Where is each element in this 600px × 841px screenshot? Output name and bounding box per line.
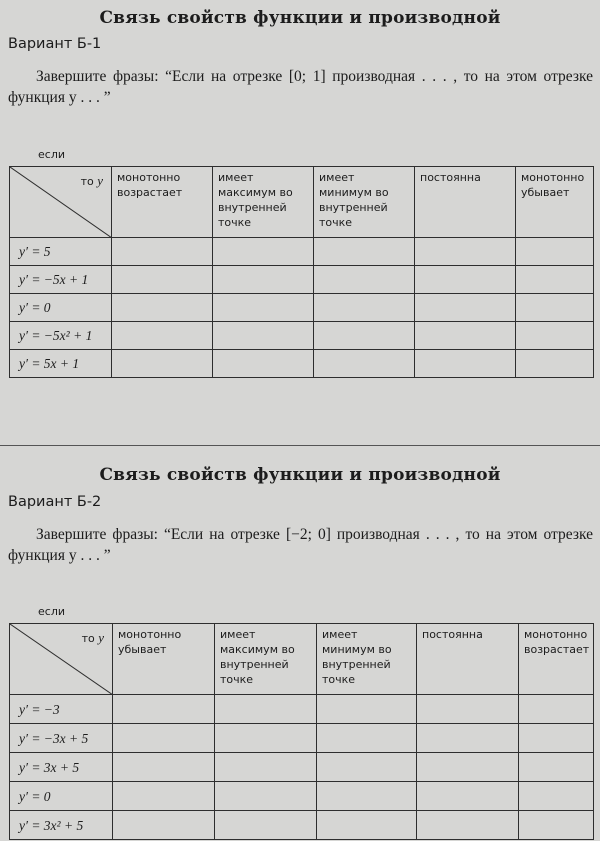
section-2-title: Связь свойств функции и производной [99,465,501,485]
row-label: y′ = −3 [10,695,113,724]
section-1-table [9,148,594,378]
answer-cell[interactable] [519,724,594,753]
row-label: y′ = 3x² + 5 [10,811,113,840]
answer-cell[interactable] [417,753,519,782]
section-1-task: Завершите фразы: “Если на отрезке [0; 1] производная . . . , то на этом отрезке функция y . . . ” [8,68,593,106]
table-row [10,294,594,322]
table-row [10,350,594,378]
answer-cell[interactable] [415,266,516,294]
answer-cell[interactable] [314,294,415,322]
answer-cell[interactable] [415,294,516,322]
answer-cell[interactable] [317,724,417,753]
section-1-variant: Вариант Б-1 [8,36,102,52]
answer-cell[interactable] [415,322,516,350]
section-divider [0,445,600,446]
row-label: y′ = 5 [10,238,112,266]
answer-cell[interactable] [314,322,415,350]
answer-cell[interactable] [317,782,417,811]
column-header: имеет максимум во внутренней точке [215,624,317,695]
answer-cell[interactable] [317,695,417,724]
answer-cell[interactable] [215,695,317,724]
answer-cell[interactable] [417,695,519,724]
answer-cell[interactable] [213,350,314,378]
answer-cell[interactable] [317,753,417,782]
answer-cell[interactable] [113,724,215,753]
answer-cell[interactable] [516,350,594,378]
column-header: постоянна [415,167,516,238]
column-header: монотонно убывает [113,624,215,695]
answer-cell[interactable] [519,753,594,782]
column-header: имеет минимум во внутренней точке [314,167,415,238]
row-label: y′ = 5x + 1 [10,350,112,378]
table-row [10,322,594,350]
answer-cell[interactable] [215,811,317,840]
corner-top-var: y [97,173,103,188]
column-header: постоянна [417,624,519,695]
answer-cell[interactable] [113,695,215,724]
answer-cell[interactable] [213,322,314,350]
column-header: монотонно возрастает [519,624,594,695]
section-1-title: Связь свойств функции и производной [99,8,501,28]
answer-cell[interactable] [519,695,594,724]
answer-cell[interactable] [213,294,314,322]
answer-cell[interactable] [415,238,516,266]
column-header: имеет максимум во внутренней точке [213,167,314,238]
answer-cell[interactable] [112,322,213,350]
column-header: имеет минимум во внутренней точке [317,624,417,695]
corner-top-label: то [80,175,94,188]
column-header: монотонно убывает [516,167,594,238]
table-row [10,753,594,782]
row-label: y′ = −5x² + 1 [10,322,112,350]
answer-cell[interactable] [112,294,213,322]
answer-cell[interactable] [113,811,215,840]
answer-cell[interactable] [516,238,594,266]
corner-bottom-label: если [38,148,65,161]
answer-cell[interactable] [519,782,594,811]
table-corner [10,605,113,695]
row-label: y′ = −5x + 1 [10,266,112,294]
section-2-variant: Вариант Б-2 [8,494,102,510]
answer-cell[interactable] [314,350,415,378]
table-row [10,266,594,294]
answer-cell[interactable] [516,294,594,322]
table-corner [10,148,112,238]
answer-cell[interactable] [417,782,519,811]
answer-cell[interactable] [519,811,594,840]
answer-cell[interactable] [516,322,594,350]
answer-cell[interactable] [112,238,213,266]
answer-cell[interactable] [215,782,317,811]
column-header: монотонно возрастает [112,167,213,238]
answer-cell[interactable] [112,350,213,378]
answer-cell[interactable] [215,724,317,753]
row-label: y′ = 3x + 5 [10,753,113,782]
section-2-table [9,605,594,840]
answer-cell[interactable] [417,724,519,753]
answer-cell[interactable] [314,238,415,266]
table-row [10,695,594,724]
section-2-task: Завершите фразы: “Если на отрезке [−2; 0] производная . . . , то на этом отрезке функция y . . . ” [8,526,593,564]
answer-cell[interactable] [112,266,213,294]
answer-cell[interactable] [317,811,417,840]
corner-top-label: то [81,632,95,645]
table-row [10,811,594,840]
answer-cell[interactable] [314,266,415,294]
table-row [10,724,594,753]
table-row [10,238,594,266]
row-label: y′ = 0 [10,294,112,322]
row-label: y′ = −3x + 5 [10,724,113,753]
answer-cell[interactable] [113,782,215,811]
answer-cell[interactable] [215,753,317,782]
row-label: y′ = 0 [10,782,113,811]
answer-cell[interactable] [213,266,314,294]
table-row [10,782,594,811]
answer-cell[interactable] [417,811,519,840]
corner-top-var: y [98,630,104,645]
answer-cell[interactable] [415,350,516,378]
corner-bottom-label: если [38,605,65,618]
answer-cell[interactable] [516,266,594,294]
answer-cell[interactable] [213,238,314,266]
answer-cell[interactable] [113,753,215,782]
